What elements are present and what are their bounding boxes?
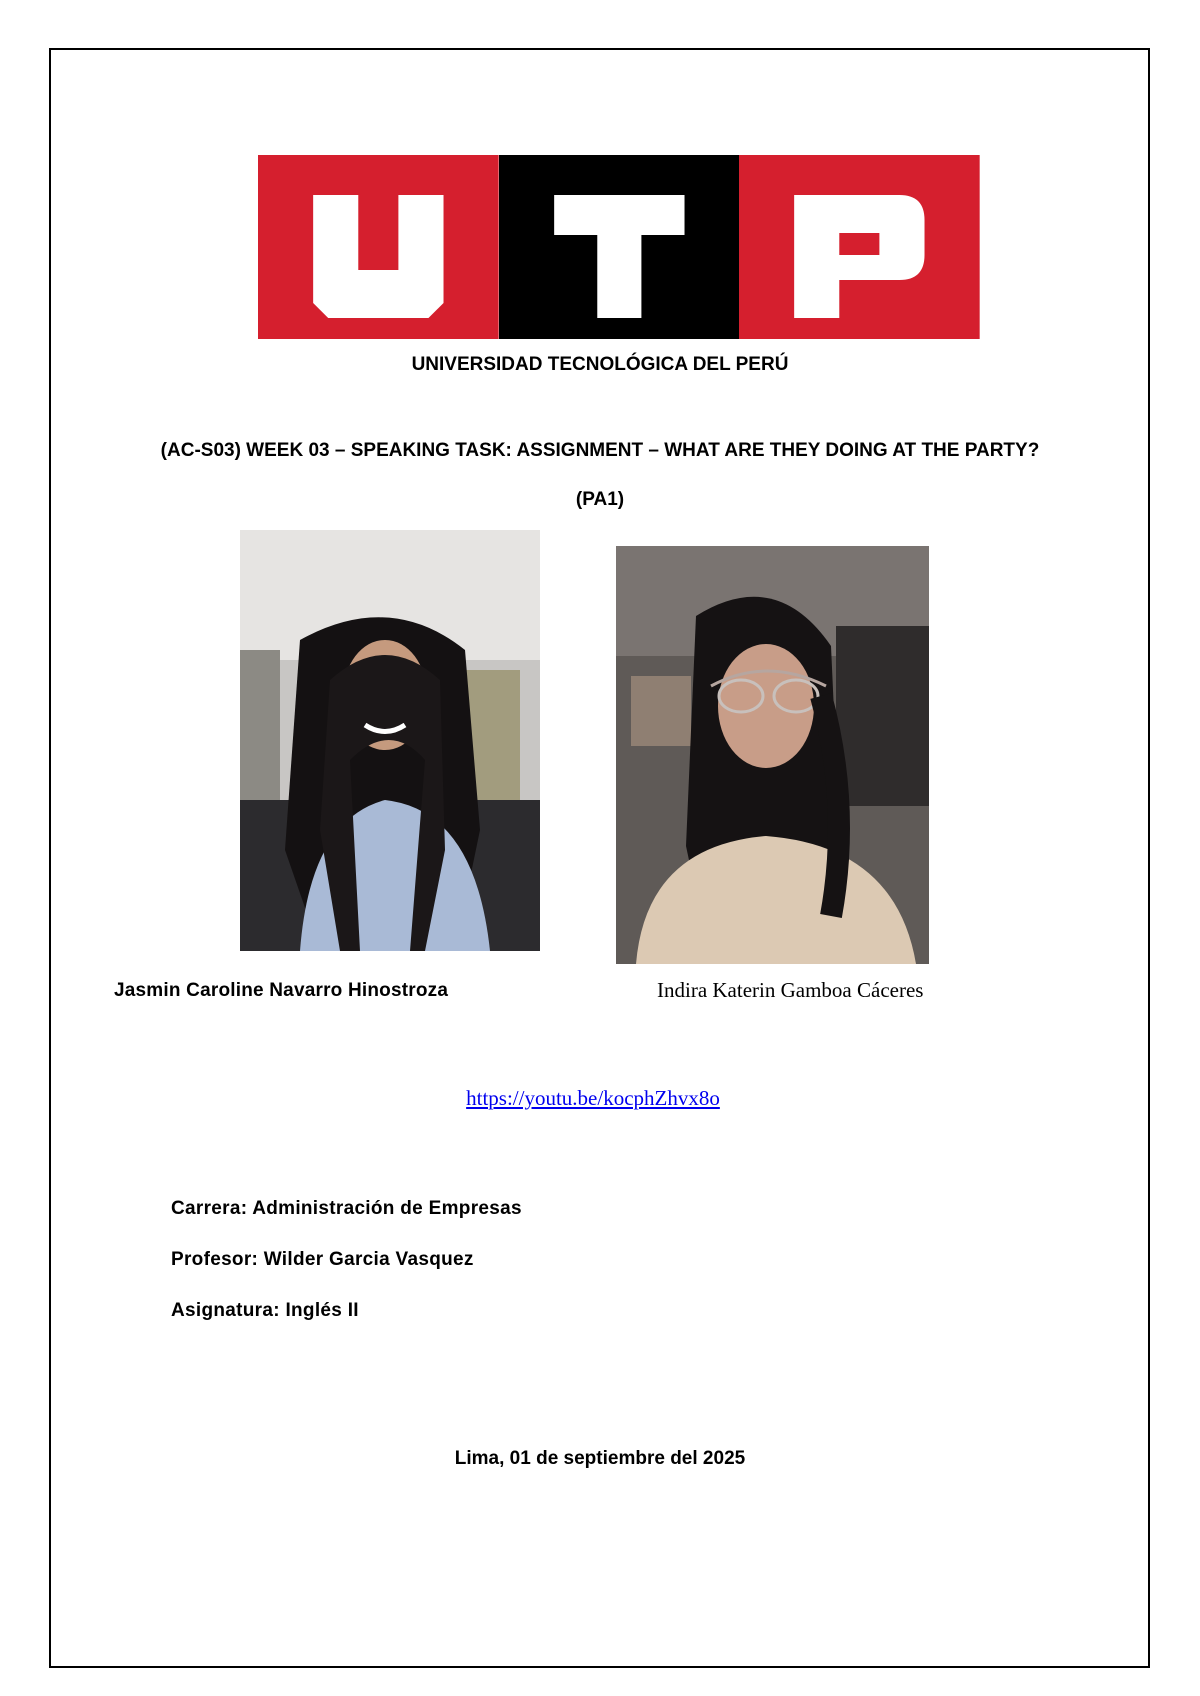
subject-line: Asignatura: Inglés II [171,1300,359,1321]
career-line: Carrera: Administración de Empresas [171,1198,522,1219]
utp-logo [258,155,980,339]
logo-letter-p [739,155,980,339]
student-name-1: Jasmin Caroline Navarro Hinostroza [114,980,449,1001]
university-name: UNIVERSIDAD TECNOLÓGICA DEL PERÚ [411,354,789,375]
logo-letter-t [499,155,740,339]
assignment-title: (AC-S03) WEEK 03 – SPEAKING TASK: ASSIGNMENT – WHAT ARE THEY DOING AT THE PARTY? [160,440,1040,461]
student-photo-2 [616,546,929,964]
professor-line: Profesor: Wilder Garcia Vasquez [171,1249,474,1270]
video-link[interactable]: https://youtu.be/kocphZhvx8o [466,1086,720,1110]
date-line: Lima, 01 de septiembre del 2025 [454,1448,746,1469]
student-name-2: Indira Katerin Gamboa Cáceres [657,978,924,1002]
student-photo-1 [240,530,540,951]
logo-letter-u [258,155,499,339]
assignment-code: (PA1) [575,489,625,510]
